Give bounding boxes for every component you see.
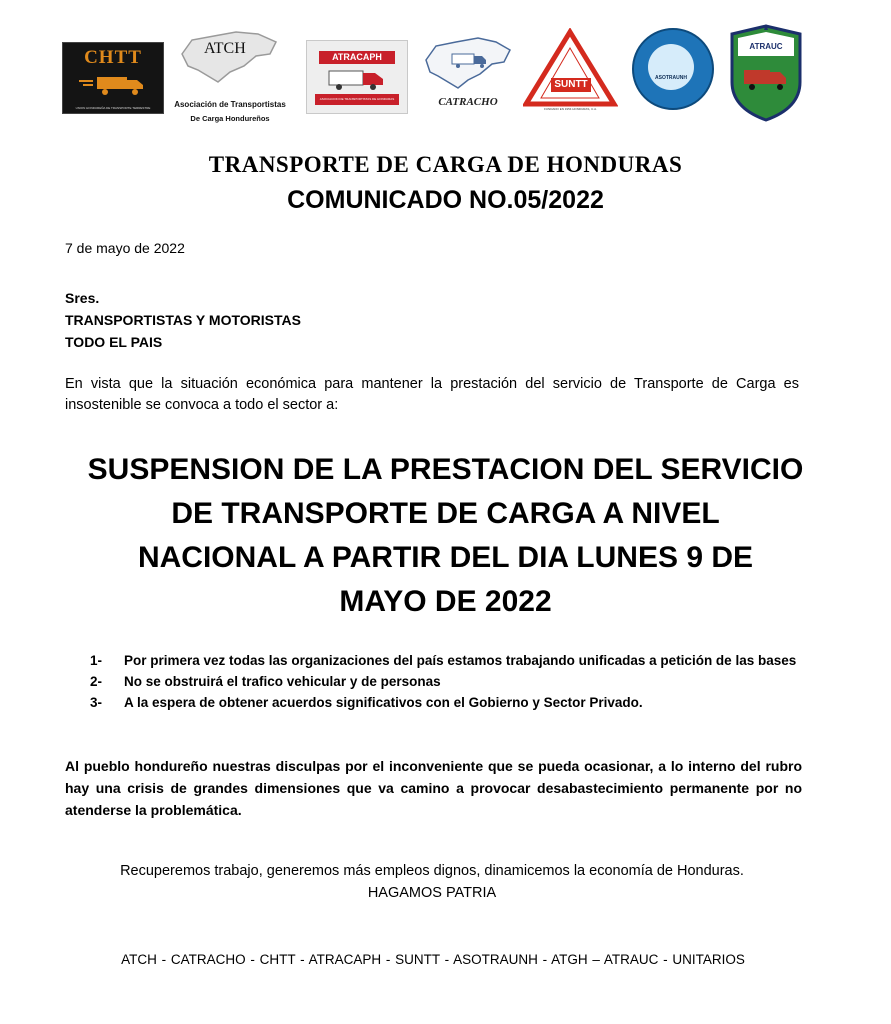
suntt-logo-text: SUNTT — [551, 78, 591, 92]
organizations-footer: ATCH - CATRACHO - CHTT - ATRACAPH - SUNTT - ASOTRAUNH - ATGH – ATRAUC - UNITARIOS — [121, 952, 745, 967]
apology-paragraph: Al pueblo hondureño nuestras disculpas por el inconveniente que se pueda ocasionar, a lo interno del rubro hay una crisis de grandes dimensiones que va camino a provocar desabastecimiento permanente por no atenderse la problemática. — [65, 758, 802, 818]
document-title: TRANSPORTE DE CARGA DE HONDURAS — [208, 152, 683, 177]
list-item — [90, 671, 802, 692]
honduras-map-icon — [178, 26, 282, 90]
atch-logo — [170, 26, 290, 126]
communique-number: COMUNICADO NO.05/2022 — [287, 186, 604, 214]
list-item-number: 3- — [90, 695, 103, 710]
announcement-headline — [40, 448, 851, 624]
points-list — [90, 650, 802, 713]
map-truck-icon — [422, 34, 514, 94]
atracaph-logo-band: ASOCIACION DE TRANSPORTISTAS DE HONDURAS — [315, 94, 399, 105]
document-date: 7 de mayo de 2022 — [65, 240, 185, 256]
suntt-logo-subtext: FUNDADO EN 1954 HONDURAS, C.A. — [544, 107, 597, 111]
chtt-logo-subtext: UNION HONDUREÑA DE TRANSPORTE TERRESTRE — [75, 106, 151, 110]
headline-line: DE TRANSPORTE DE CARGA A NIVEL — [171, 497, 720, 530]
semi-truck-icon — [327, 67, 387, 91]
asotraunh-logo-text: ASOTRAUNH — [655, 75, 687, 81]
atch-logo-line1: Asociación de Transportistas — [174, 100, 286, 109]
list-item-text: No se obstruirá el trafico vehicular y de personas — [124, 674, 441, 689]
closing-line: Recuperemos trabajo, generemos más empleos dignos, dinamicemos la economía de Honduras. — [120, 863, 744, 879]
list-item — [90, 692, 802, 713]
asotraunh-logo — [632, 28, 714, 112]
atch-logo-line2: De Carga Hondureños — [190, 114, 270, 123]
catracho-logo-text: CATRACHO — [438, 96, 498, 108]
list-item-text: Por primera vez todas las organizaciones del país estamos trabajando unificadas a petición de las bases — [124, 653, 797, 668]
closing-slogan: HAGAMOS PATRIA — [367, 885, 497, 901]
recipient-line: TODO EL PAIS — [65, 334, 163, 350]
atch-logo-text: ATCH — [204, 40, 246, 57]
recipient-line: TRANSPORTISTAS Y MOTORISTAS — [65, 312, 301, 328]
intro-paragraph: En vista que la situación económica para mantener la prestación del servicio de Transporte de Carga es insostenible se convoca a todo el sector a: — [65, 376, 799, 413]
chtt-logo-text: CHTT — [84, 47, 142, 68]
atracaph-logo — [306, 40, 408, 114]
atrauc-logo-text: ATRAUC — [749, 42, 783, 51]
list-item — [90, 650, 802, 671]
suntt-logo — [523, 28, 618, 118]
atracaph-logo-text: ATRACAPH — [319, 51, 395, 64]
truck-icon — [77, 73, 149, 97]
recipient-salutation: Sres. — [65, 290, 100, 306]
headline-line: SUSPENSION DE LA PRESTACION DEL SERVICIO — [87, 453, 804, 486]
list-item-number: 1- — [90, 653, 103, 668]
headline-line: NACIONAL A PARTIR DEL DIA LUNES 9 DE — [137, 541, 754, 574]
atrauc-logo — [728, 22, 804, 122]
headline-line: MAYO DE 2022 — [339, 585, 552, 618]
asotraunh-seal-center — [648, 44, 694, 90]
chtt-logo — [62, 42, 164, 114]
recipients-block — [65, 287, 301, 353]
catracho-logo — [420, 34, 516, 118]
shield-emblem-icon — [728, 22, 804, 122]
triangle-emblem-icon — [523, 28, 618, 108]
logo-strip — [60, 18, 805, 123]
list-item-number: 2- — [90, 674, 103, 689]
closing-block — [0, 860, 864, 904]
list-item-text: A la espera de obtener acuerdos significativos con el Gobierno y Sector Privado. — [124, 695, 643, 710]
